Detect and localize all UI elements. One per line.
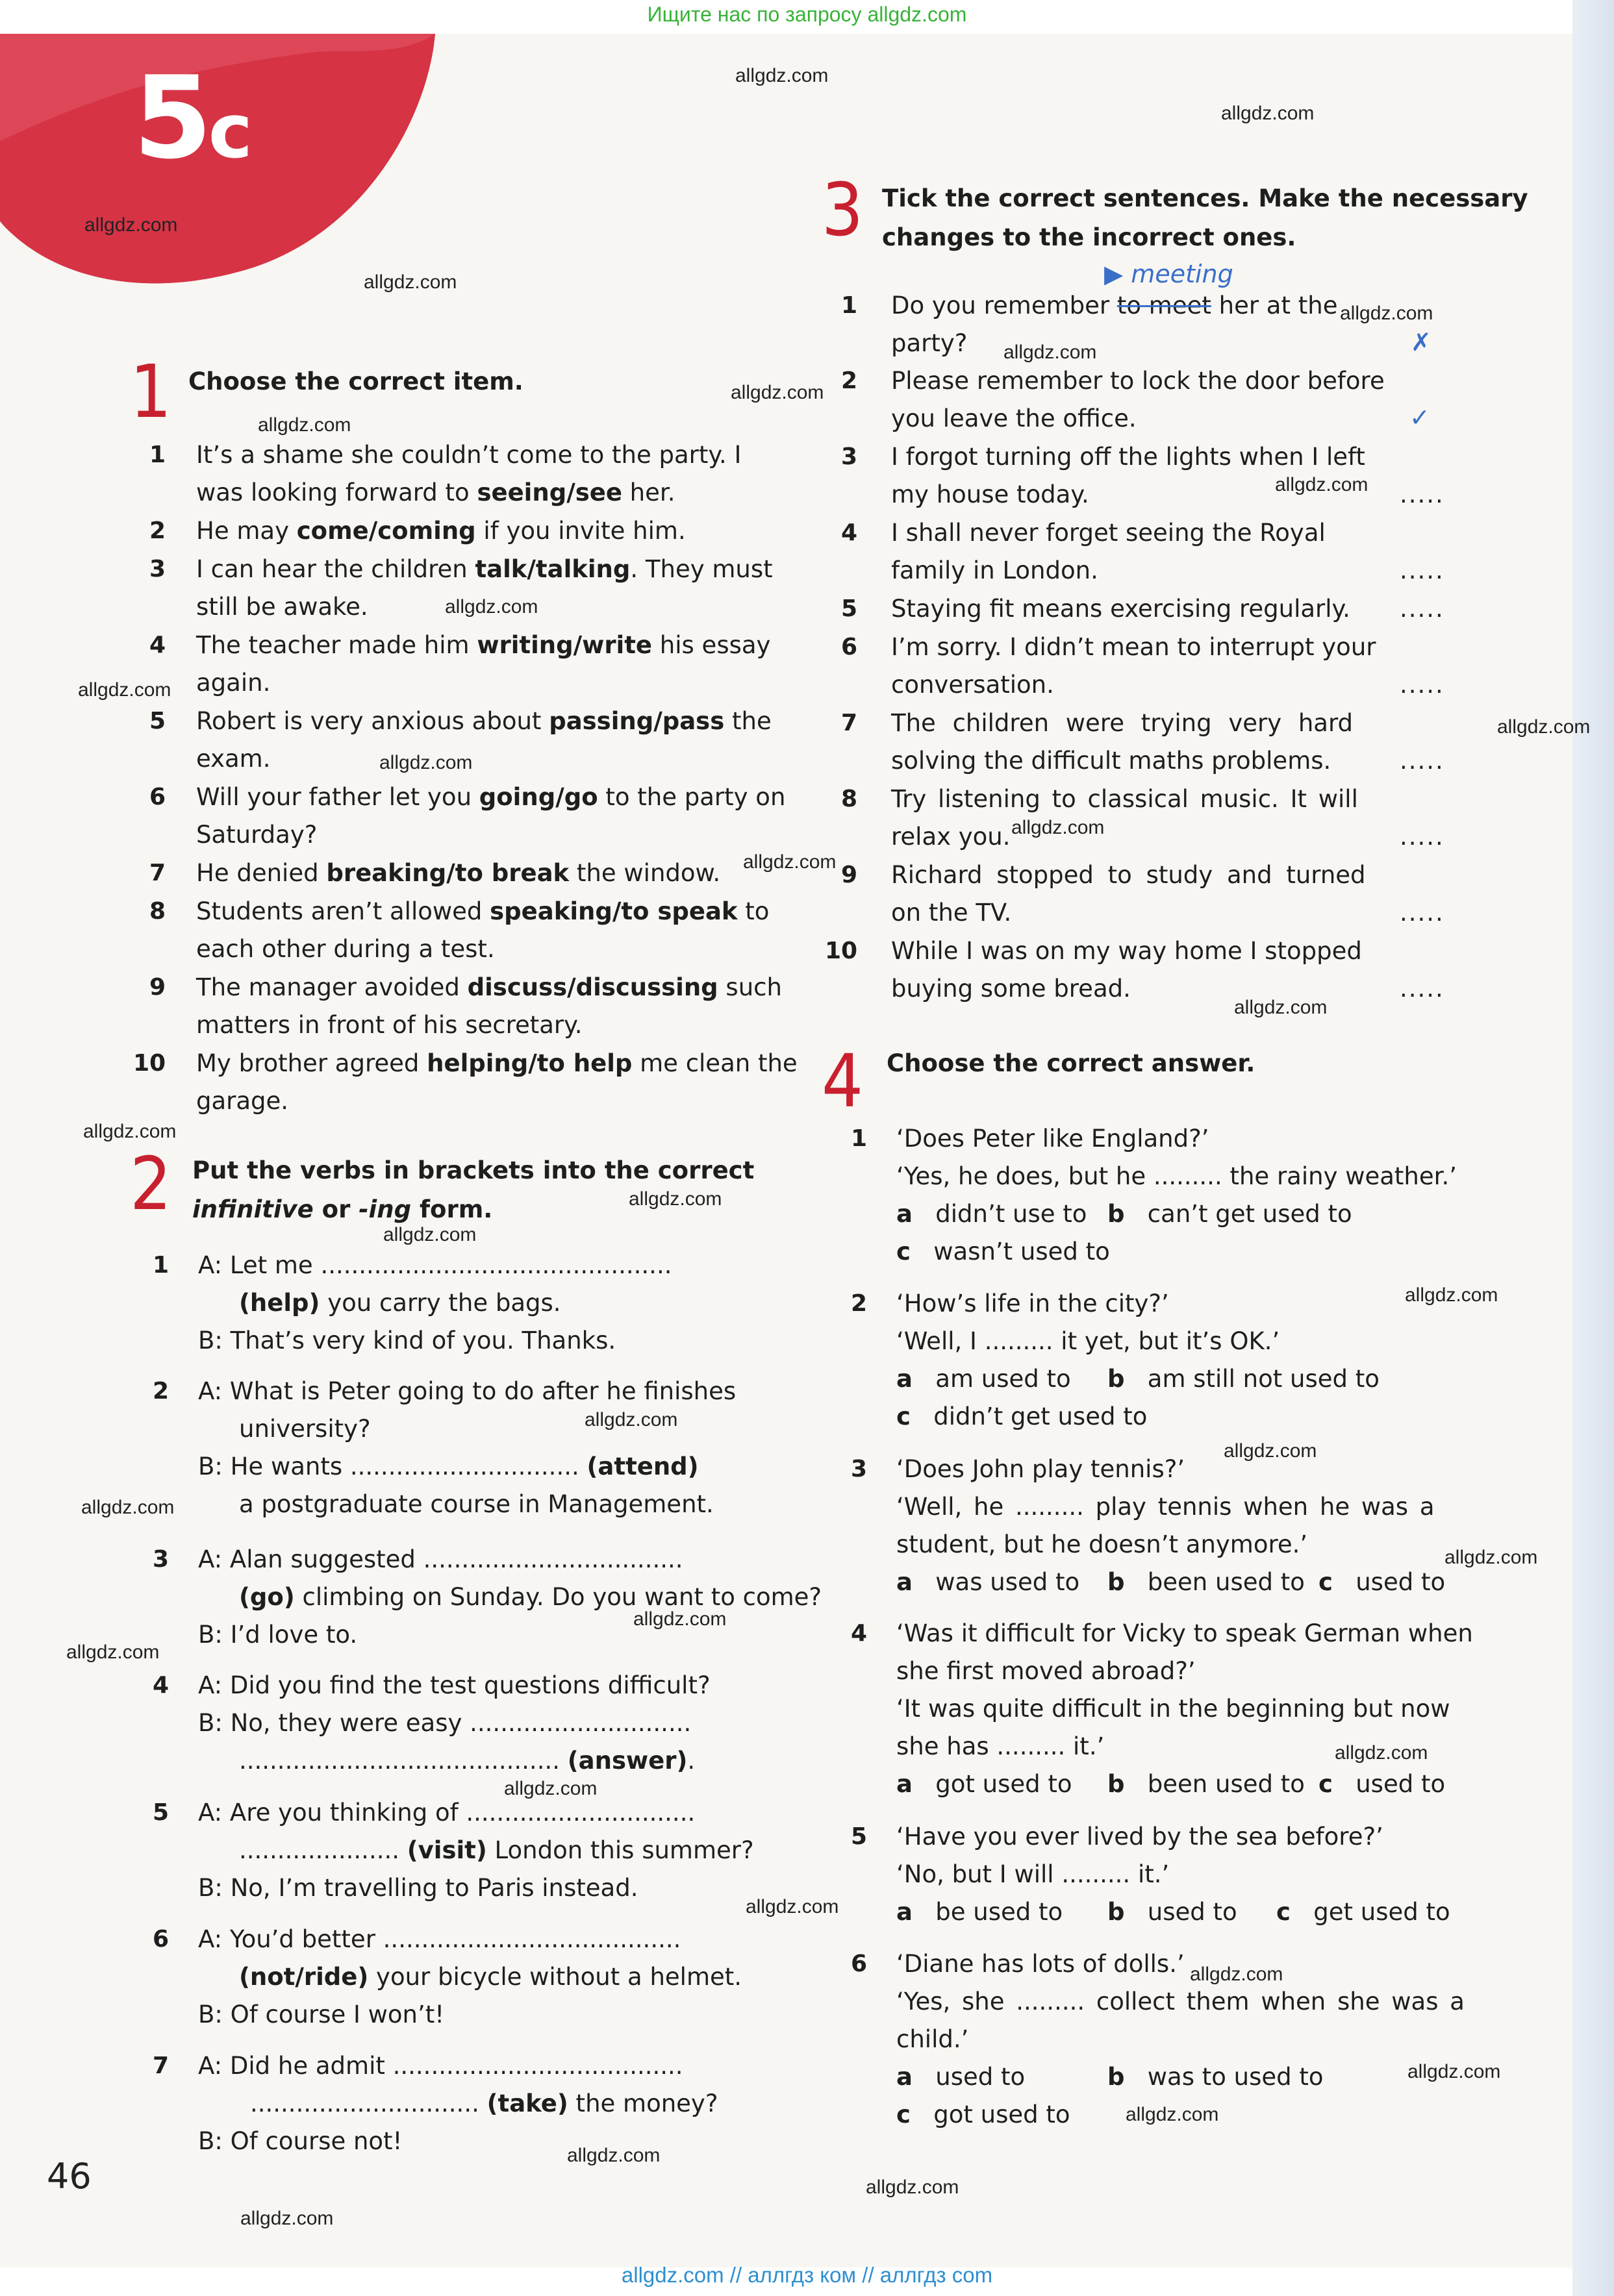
watermark: allgdz.com xyxy=(1405,1284,1498,1306)
exercise-4-number: 4 xyxy=(822,1040,864,1124)
watermark: allgdz.com xyxy=(1221,103,1315,124)
watermark: allgdz.com xyxy=(1234,997,1328,1018)
cross-mark-icon: ✗ xyxy=(1411,328,1431,356)
watermark: allgdz.com xyxy=(1224,1440,1317,1462)
watermark: allgdz.com xyxy=(866,2177,959,2198)
watermark: allgdz.com xyxy=(1003,342,1097,363)
watermark: allgdz.com xyxy=(379,752,473,773)
watermark: allgdz.com xyxy=(585,1409,678,1430)
watermark: allgdz.com xyxy=(258,414,351,436)
watermark: allgdz.com xyxy=(1275,474,1368,495)
watermark: allgdz.com xyxy=(743,851,837,873)
watermark: allgdz.com xyxy=(633,1608,727,1630)
answer-blank: ..... xyxy=(1400,671,1444,699)
page-edge xyxy=(1572,0,1614,2296)
watermark: allgdz.com xyxy=(1190,1964,1283,1985)
watermark: allgdz.com xyxy=(66,1641,160,1663)
answer-blank: ..... xyxy=(1400,975,1444,1003)
correction-note: ▶ meeting xyxy=(1104,260,1233,288)
watermark: allgdz.com xyxy=(746,1896,839,1917)
watermark: allgdz.com xyxy=(78,679,171,701)
exercise-2-title: Put the verbs in brackets into the correct infinitive or -ing form. xyxy=(192,1156,755,1223)
watermark: allgdz.com xyxy=(364,271,457,293)
watermark: allgdz.com xyxy=(504,1778,598,1799)
watermark: allgdz.com xyxy=(240,2208,334,2229)
top-banner[interactable]: Ищите нас по запросу allgdz.com xyxy=(647,3,967,26)
watermark: allgdz.com xyxy=(84,214,178,236)
answer-blank: ..... xyxy=(1400,899,1444,927)
answer-blank: ..... xyxy=(1400,595,1444,623)
bottom-banner[interactable]: allgdz.com // аллгдз ком // аллгдз com xyxy=(621,2263,993,2287)
exercise-4-title: Choose the correct answer. xyxy=(887,1049,1255,1077)
watermark: allgdz.com xyxy=(383,1224,477,1245)
watermark: allgdz.com xyxy=(629,1188,722,1210)
check-mark-icon: ✓ xyxy=(1409,403,1430,432)
watermark: allgdz.com xyxy=(83,1121,177,1142)
watermark: allgdz.com xyxy=(1335,1742,1428,1764)
exercise-2-number: 2 xyxy=(130,1142,172,1227)
page-number: 46 xyxy=(47,2156,92,2197)
unit-label: 5c xyxy=(133,53,253,184)
watermark: allgdz.com xyxy=(1340,303,1433,324)
answer-blank: ..... xyxy=(1400,747,1444,775)
watermark: allgdz.com xyxy=(1444,1547,1538,1568)
watermark: allgdz.com xyxy=(1407,2061,1501,2082)
exercise-3-number: 3 xyxy=(822,168,864,253)
exercise-3-title: Tick the correct sentences. Make the necessary changes to the incorrect ones. xyxy=(882,184,1528,251)
watermark: allgdz.com xyxy=(81,1497,175,1518)
answer-blank: ..... xyxy=(1400,556,1444,584)
answer-blank: ..... xyxy=(1400,823,1444,851)
watermark: allgdz.com xyxy=(735,65,829,86)
watermark: allgdz.com xyxy=(731,382,824,403)
exercise-1-title: Choose the correct item. xyxy=(188,368,523,395)
watermark: allgdz.com xyxy=(445,596,538,618)
watermark: allgdz.com xyxy=(567,2145,661,2166)
watermark: allgdz.com xyxy=(1011,817,1105,838)
watermark: allgdz.com xyxy=(1497,716,1591,738)
exercise-1-number: 1 xyxy=(130,350,172,434)
watermark: allgdz.com xyxy=(1126,2104,1219,2125)
answer-blank: ..... xyxy=(1400,480,1444,508)
